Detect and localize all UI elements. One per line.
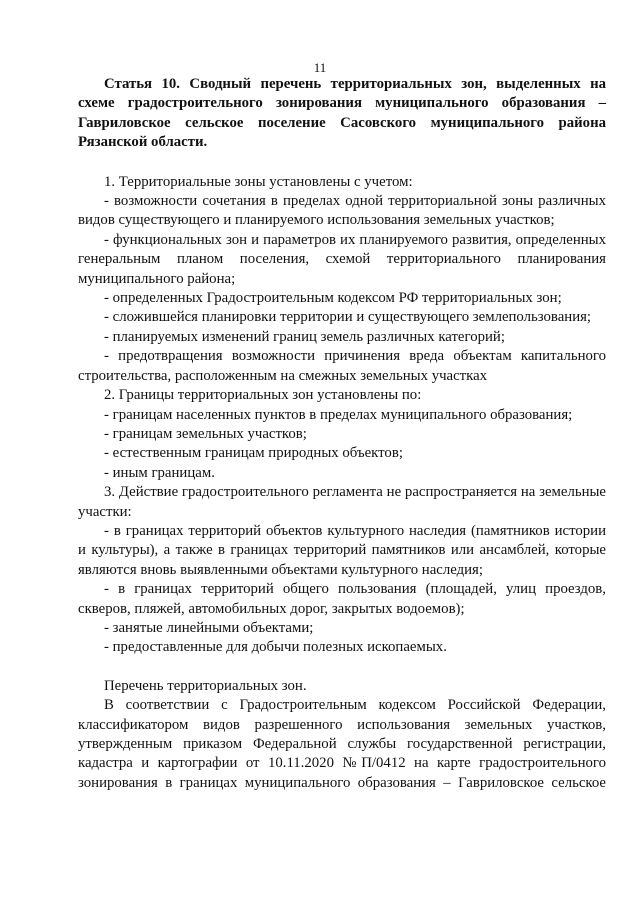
paragraph-item: - предотвращения возможности причинения вреда объектам капитального строительства, расположенным на смежных земельных участках [78, 348, 606, 384]
paragraph-item: - функциональных зон и параметров их планируемого развития, определенных генеральным планом поселения, схемой территориального планирования муниципального района; [78, 231, 606, 287]
paragraph-item: - возможности сочетания в пределах одной территориальной зоны различных видов существующего и планируемого использования земельных участков; [78, 193, 606, 229]
paragraph-item: - в границах территорий объектов культурного наследия (памятников истории и культуры), а также в границах территорий памятников или ансамблей, которые являются вновь выявленными объектами культурного наследия; [78, 522, 606, 578]
paragraph-item: - предоставленные для добычи полезных ископаемых. [104, 639, 447, 656]
paragraph-item: - занятые линейными объектами; [104, 619, 314, 636]
document-body [78, 75, 606, 793]
paragraph-zones-basis: 1. Территориальные зоны установлены с учетом: [104, 173, 413, 190]
paragraph-zone-list-intro: В соответствии с Градостроительным кодексом Российской Федерации, классификатором видов разрешенного использования земельных участков, утвержденным приказом Федеральной службы государственной регистрации, кадастра и картографии от 10.11.2020 №П/0412 на карте градостроительного зонирования в границах муниципального образования – Гавриловское сельское [78, 697, 606, 791]
spacer [78, 658, 606, 677]
paragraph-item: - планируемых изменений границ земель различных категорий; [104, 328, 505, 345]
paragraph-item: - определенных Градостроительным кодексом РФ территориальных зон; [104, 290, 562, 307]
paragraph-item: - границам населенных пунктов в пределах муниципального образования; [104, 406, 573, 423]
paragraph-boundaries: 2. Границы территориальных зон установлены по: [104, 387, 422, 404]
paragraph-zone-list-heading: Перечень территориальных зон. [104, 677, 307, 694]
paragraph-item: - иным границам. [104, 464, 215, 481]
article-title: Статья 10. Сводный перечень территориальных зон, выделенных на схеме градостроительного зонирования муниципального образования – Гавриловское сельское поселение Сасовского муниципального района Рязанской области. [78, 76, 606, 151]
paragraph-item: - сложившейся планировки территории и существующего землепользования; [104, 309, 592, 326]
paragraph-item: - в границах территорий общего пользования (площадей, улиц проездов, скверов, пляжей, автомобильных дорог, закрытых водоемов); [78, 581, 606, 617]
paragraph-regulation: 3. Действие градостроительного регламента не распространяется на земельные участки: [78, 484, 606, 520]
paragraph-item: - естественным границам природных объектов; [104, 445, 403, 462]
page-number: 11 [313, 60, 327, 75]
paragraph-item: - границам земельных участков; [104, 425, 307, 442]
